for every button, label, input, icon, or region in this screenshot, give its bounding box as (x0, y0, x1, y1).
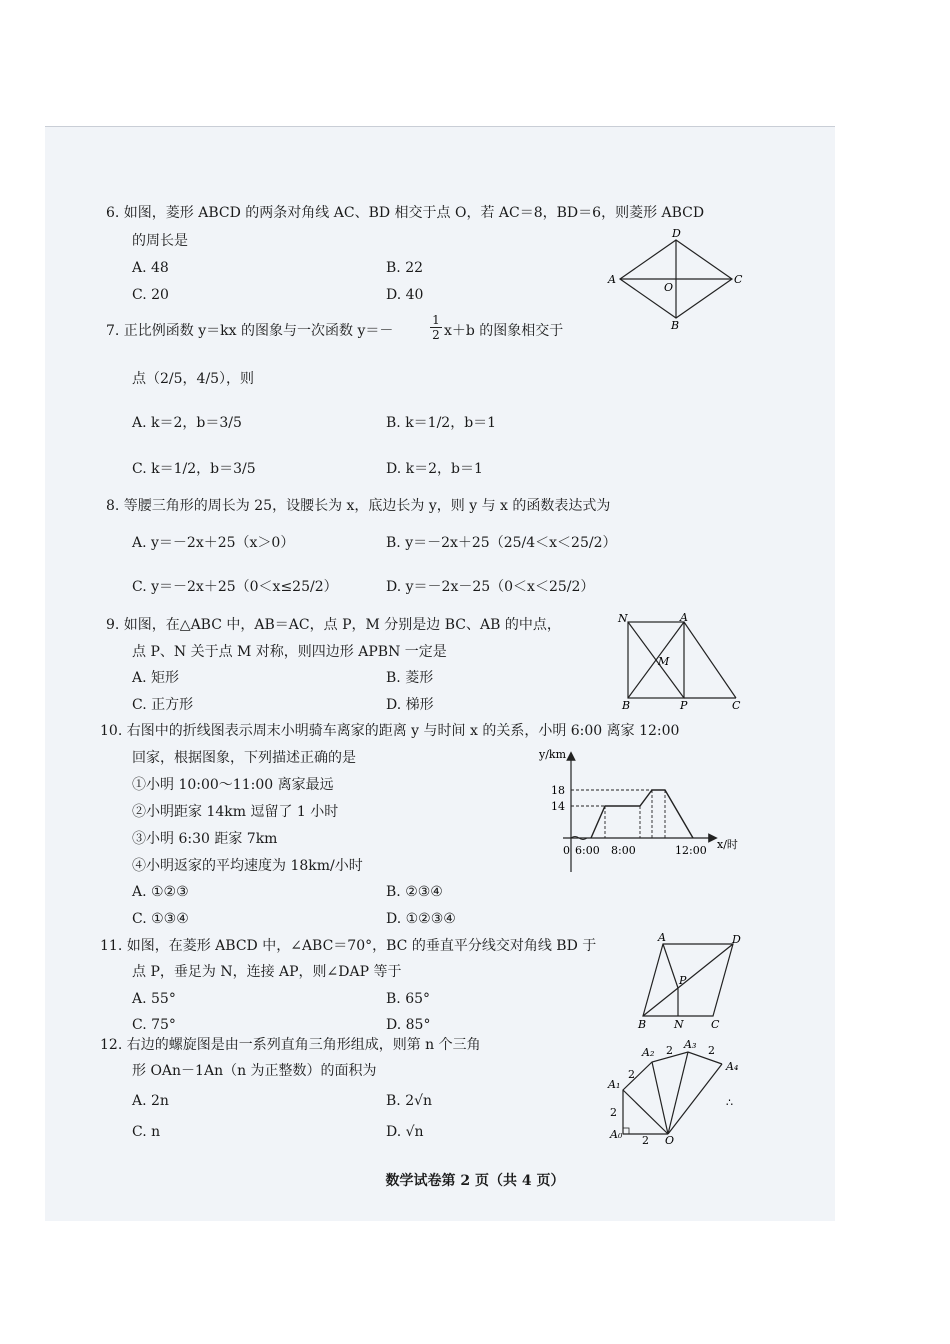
q6-stem-line2: 的周长是 (132, 233, 188, 249)
q9-stem-line1: 9. 如图，在△ABC 中，AB＝AC，点 P，M 分别是边 BC、AB 的中点， (106, 617, 561, 633)
q12-spiral-figure (602, 1036, 747, 1146)
q8-option-b: B. y＝－2x＋25（25/4＜x＜25/2） (386, 535, 617, 551)
q12-option-b: B. 2√n (386, 1093, 433, 1109)
q8-option-d: D. y＝－2x－25（0＜x＜25/2） (386, 579, 595, 595)
q12-label-a4: A₄ (726, 1060, 739, 1073)
q10-stem-line2: 回家，根据图象，下列描述正确的是 (132, 750, 356, 766)
q12-label-o: O (665, 1134, 675, 1146)
q10-stem-line1: 10. 右图中的折线图表示周末小明骑车离家的距离 y 与时间 x 的关系，小明 6:00 离家 12:00 (100, 723, 680, 739)
q6-rhombus-figure (600, 225, 750, 333)
q11-stem-line2: 点 P，垂足为 N，连接 AP，则∠DAP 等于 (132, 964, 402, 980)
q11-option-d: D. 85° (386, 1017, 431, 1033)
q10-option-c: C. ①③④ (132, 911, 189, 927)
q7-fraction-numerator: 1 (432, 313, 440, 327)
q6-option-c: C. 20 (132, 287, 169, 303)
q12-length-a3a4: 2 (708, 1044, 715, 1057)
q9-label-a: A (680, 611, 688, 624)
q6-label-a: A (608, 273, 616, 286)
q9-option-b: B. 菱形 (386, 670, 434, 686)
q6-label-o: O (664, 281, 674, 294)
q9-label-b: B (622, 699, 631, 710)
q10-xtick-8: 8:00 (611, 844, 636, 857)
q10-statement-3: ③小明 6:30 距家 7km (132, 831, 278, 847)
q9-label-c: C (732, 699, 741, 710)
q6-option-b: B. 22 (386, 260, 424, 276)
q11-option-a: A. 55° (132, 991, 176, 1007)
q12-continuation-dots: ∴ (726, 1096, 733, 1109)
q10-option-d: D. ①②③④ (386, 911, 456, 927)
q10-xtick-6: 6:00 (575, 844, 600, 857)
q11-label-a: A (658, 931, 666, 944)
q12-option-d: D. √n (386, 1124, 424, 1140)
page-footer: 数学试卷第 2 页（共 4 页） (385, 1173, 565, 1189)
q7-fraction-denominator: 2 (430, 327, 442, 342)
q12-length-a2a3: 2 (666, 1044, 673, 1057)
q6-label-b: B (671, 319, 680, 332)
q10-ytick-18: 18 (551, 784, 565, 797)
q12-label-a3: A₃ (684, 1038, 697, 1051)
q9-option-d: D. 梯形 (386, 697, 434, 713)
q8-option-c: C. y＝－2x＋25（0＜x≤25/2） (132, 579, 338, 595)
q11-label-b: B (638, 1018, 647, 1030)
q9-label-p: P (680, 699, 688, 710)
q12-label-a2: A₂ (642, 1046, 655, 1059)
q12-stem-line1: 12. 右边的螺旋图是由一系列直角三角形组成，则第 n 个三角 (100, 1037, 481, 1053)
q7-option-c: C. k＝1/2，b＝3/5 (132, 461, 256, 477)
q10-option-a: A. ①②③ (132, 884, 189, 900)
q7-option-d: D. k＝2，b＝1 (386, 461, 483, 477)
q11-option-b: B. 65° (386, 991, 431, 1007)
q11-label-d: D (732, 933, 741, 946)
q9-figure (612, 610, 747, 710)
q7-option-a: A. k＝2，b＝3/5 (132, 415, 242, 431)
q7-fraction (430, 313, 442, 342)
q11-rhombus-figure (630, 930, 745, 1030)
q12-stem-line2: 形 OAn－1An（n 为正整数）的面积为 (132, 1063, 377, 1079)
q12-length-oa0: 2 (642, 1134, 649, 1146)
q7-stem-line1b: x＋b 的图象相交于 (444, 323, 564, 339)
q6-label-d: D (672, 227, 681, 240)
q10-x-label: x/时 (717, 838, 738, 851)
q7-stem-line2: 点（2/5，4/5），则 (132, 371, 255, 387)
q10-distance-time-graph (535, 744, 745, 874)
q9-stem-line2: 点 P、N 关于点 M 对称，则四边形 APBN 一定是 (132, 644, 447, 660)
q6-option-a: A. 48 (132, 260, 169, 276)
q10-statement-4: ④小明返家的平均速度为 18km/小时 (132, 858, 363, 874)
q10-statement-1: ①小明 10:00～11:00 离家最远 (132, 777, 334, 793)
q6-option-d: D. 40 (386, 287, 424, 303)
q9-label-m: M (658, 655, 670, 668)
q7-option-b: B. k＝1/2，b＝1 (386, 415, 497, 431)
q12-length-a1a2: 2 (628, 1068, 635, 1081)
q8-stem: 8. 等腰三角形的周长为 25，设腰长为 x，底边长为 y，则 y 与 x 的函数表达式为 (106, 498, 611, 514)
q11-option-c: C. 75° (132, 1017, 176, 1033)
q7-stem-line1a: 7. 正比例函数 y＝kx 的图象与一次函数 y＝－ (106, 323, 394, 339)
q10-y-label: y/km (539, 748, 567, 761)
q10-statement-2: ②小明距家 14km 逗留了 1 小时 (132, 804, 339, 820)
q9-option-c: C. 正方形 (132, 697, 194, 713)
q12-label-a1: A₁ (608, 1078, 621, 1091)
q12-length-a0a1: 2 (610, 1106, 617, 1119)
q10-distance-line (591, 790, 693, 838)
q12-option-a: A. 2n (132, 1093, 169, 1109)
q10-option-b: B. ②③④ (386, 884, 443, 900)
q10-origin: 0 (563, 844, 570, 857)
q6-label-c: C (734, 273, 743, 286)
q10-ytick-14: 14 (551, 800, 565, 813)
q10-xtick-12: 12:00 (675, 844, 707, 857)
q11-label-c: C (711, 1018, 720, 1030)
q11-stem-line1: 11. 如图，在菱形 ABCD 中，∠ABC＝70°，BC 的垂直平分线交对角线 BD 于 (100, 938, 597, 954)
q11-label-n: N (674, 1018, 684, 1030)
q8-option-a: A. y＝－2x＋25（x＞0） (132, 535, 295, 551)
q6-stem-line1: 6. 如图，菱形 ABCD 的两条对角线 AC、BD 相交于点 O，若 AC＝8，BD＝6，则菱形 ABCD (106, 205, 705, 221)
q9-label-n: N (618, 612, 628, 625)
q12-label-a0: A₀ (610, 1128, 623, 1141)
q9-option-a: A. 矩形 (132, 670, 180, 686)
q11-label-p: P (679, 974, 687, 987)
q12-option-c: C. n (132, 1124, 161, 1140)
